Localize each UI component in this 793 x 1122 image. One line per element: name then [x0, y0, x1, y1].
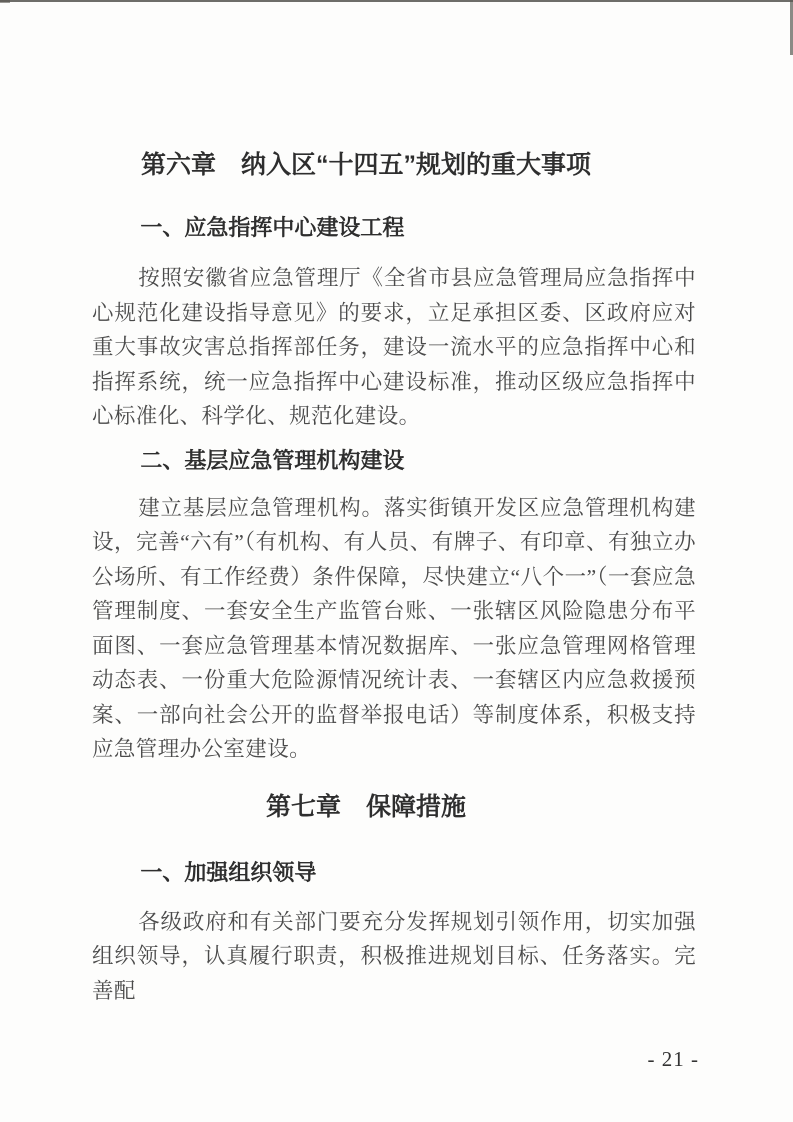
chapter-heading-6: 第六章 纳入区“十四五”规划的重大事项: [140, 151, 591, 179]
paragraph-grassroots-emergency-management: 建立基层应急管理机构。落实街镇开发区应急管理机构建设，完善“六有”（有机构、有人员、有牌子、有印章、有独立办公场所、有工作经费）条件保障，尽快建立“八个一”（一套应急管理制度、一套安全生产监管台账、一张辖区风险隐患分布平面图、一套应急管理基本情况数据库、一张应急管理网格管理动态表、一份重大危险源情况统计表、一套辖区内应急救援预案、一部向社会公开的监督举报电话）等制度体系，积极支持应急管理办公室建设。: [92, 495, 696, 761]
section-heading-3: 一、加强组织领导: [140, 859, 317, 885]
chapter-heading-7: 第七章 保障措施: [265, 792, 466, 821]
paragraph-emergency-command-center: 按照安徽省应急管理厅《全省市县应急管理局应急指挥中心规范化建设指导意见》的要求，立足承担区委、区政府应对重大事故灾害总指挥部任务，建设一流水平的应急指挥中心和指挥系统，统一应急指挥中心建设标准，推动区级应急指挥中心标准化、科学化、规范化建设。: [92, 266, 696, 428]
section-heading-2: 二、基层应急管理机构建设: [140, 447, 405, 473]
paragraph-strengthen-leadership: 各级政府和有关部门要充分发挥规划引领作用，切实加强组织领导，认真履行职责，积极推进规划目标、任务落实。完善配: [92, 909, 696, 1003]
page-number: - 21 -: [647, 1047, 699, 1071]
scan-artifact-left-corner: [0, 0, 10, 3]
document-body: [92, 0, 696, 1008]
section-heading-1: 一、应急指挥中心建设工程: [140, 215, 405, 240]
